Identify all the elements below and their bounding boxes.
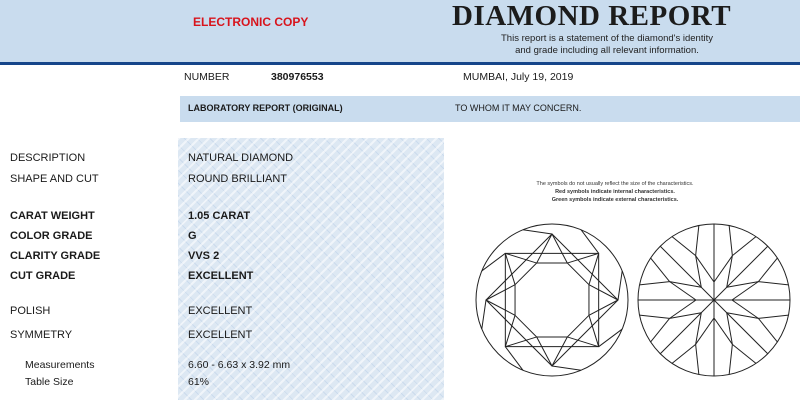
color-grade-label: COLOR GRADE — [10, 230, 93, 242]
shape-cut-label: SHAPE AND CUT — [10, 173, 99, 185]
carat-weight-value: 1.05 CARAT — [188, 210, 251, 222]
cut-grade-value: EXCELLENT — [188, 270, 254, 282]
measurements-value: 6.60 - 6.63 x 3.92 mm — [188, 359, 291, 371]
symmetry-label: SYMMETRY — [10, 329, 73, 341]
table-size-value: 61% — [188, 376, 210, 388]
measurements-label: Measurements — [25, 359, 95, 371]
diagram-note-line1: The symbols do not usually reflect the size of the characteristics. — [536, 181, 694, 187]
crown-view-diagram — [476, 224, 628, 376]
pavilion-view-diagram — [638, 224, 790, 376]
shape-cut-value: ROUND BRILLIANT — [188, 173, 288, 185]
diamond-plot-diagrams — [474, 212, 794, 400]
report-number: 380976553 — [271, 71, 324, 83]
report-subtitle — [477, 33, 737, 57]
diagram-note-line3: Green symbols indicate external characteristics. — [551, 197, 679, 203]
report-subtitle-line1: This report is a statement of the diamond's identity — [501, 33, 713, 44]
color-grade-value: G — [188, 230, 197, 242]
electronic-copy-label: ELECTRONIC COPY — [193, 15, 309, 29]
report-title: DIAMOND REPORT — [452, 0, 732, 32]
description-label: DESCRIPTION — [10, 152, 86, 164]
polish-value: EXCELLENT — [188, 305, 253, 317]
clarity-grade-value: VVS 2 — [188, 250, 220, 262]
place-date: MUMBAI, July 19, 2019 — [463, 71, 574, 83]
addressee-label: TO WHOM IT MAY CONCERN. — [455, 103, 582, 113]
symmetry-value: EXCELLENT — [188, 329, 253, 341]
polish-label: POLISH — [10, 305, 51, 317]
diagram-note-line2: Red symbols indicate internal characteristics. — [555, 189, 675, 195]
description-value: NATURAL DIAMOND — [188, 152, 294, 164]
report-subtitle-line2: and grade including all relevant information. — [515, 45, 699, 56]
clarity-grade-label: CLARITY GRADE — [10, 250, 101, 262]
report-type-label: LABORATORY REPORT (ORIGINAL) — [188, 103, 343, 113]
table-size-label: Table Size — [25, 376, 74, 388]
cut-grade-label: CUT GRADE — [10, 270, 76, 282]
header-divider — [0, 62, 800, 65]
carat-weight-label: CARAT WEIGHT — [10, 210, 95, 222]
number-label: NUMBER — [184, 71, 230, 83]
diagram-notes — [480, 180, 750, 204]
